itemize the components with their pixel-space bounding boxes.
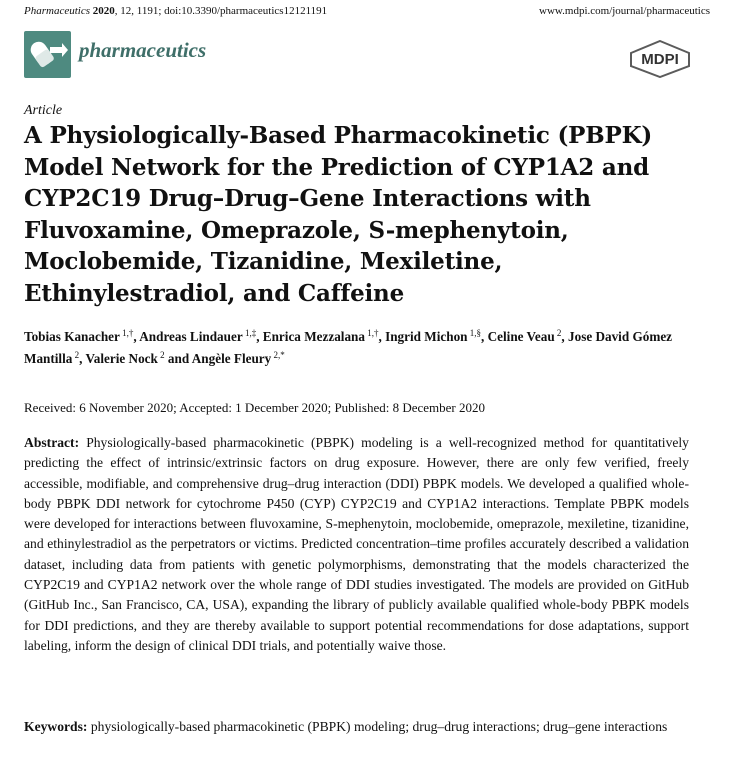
author-affiliation: 1,† [364,328,379,338]
mdpi-logo-icon[interactable] [629,40,691,78]
author-separator: , [256,329,263,344]
author-name[interactable]: Tobias Kanacher [24,329,120,344]
publication-dates: Received: 6 November 2020; Accepted: 1 December 2020; Published: 8 December 2020 [24,400,486,415]
author-affiliation: 2 [157,350,165,360]
abstract-text: Physiologically-based pharmacokinetic (PBPK) modeling is a well-recognized method for quantitatively predicting the effect of intrinsic/extrinsic factors on drug exposure. However, there are only few verified, freely accessible, modifiable, and comprehensive drug–drug interaction (DDI) PBPK models. We developed a qualified whole-body PBPK DDI network for cytochrome P450 (CYP) CYP2C19 and CYP1A2 interactions. Template PBPK models were developed for interactions between fluvoxamine, S-mephenytoin, moclobemide, omeprazole, mexiletine, tizanidine, and ethinylestradiol as the perpetrators or victims. Predicted concentration–time profiles accurately described a validation dataset, including data from patients with genetic polymorphisms, demonstrating that the models characterized the CYP2C19 and CYP1A2 network over the whole range of DDI studies investigated. The models are provided on GitHub (GitHub Inc., San Francisco, CA, USA), expanding the library of publicly available qualified whole-body PBPK models for DDI predictions, and they are thereby available to support potential recommendations for dose adaptations, support labeling, inform the design of clinical DDI trials, and potentially waive those. [24,435,689,653]
citation-line [24,5,327,17]
keywords-text: physiologically-based pharmacokinetic (PBPK) modeling; drug–drug interactions; drug–gene interactions [90,719,668,734]
author-affiliation: 2,* [271,350,285,360]
journal-title: pharmaceutics [79,38,207,62]
author-name[interactable]: Celine Veau [487,329,555,344]
running-header [24,5,710,21]
author-affiliation: 2 [72,350,80,360]
keywords-label: Keywords: [24,719,88,734]
author-affiliation: 2 [554,328,562,338]
author-list [24,326,714,370]
journal-year: 2020 [92,5,115,17]
mdpi-hexagon-icon [629,40,691,78]
author-name[interactable]: Jose David Gómez Mantilla [24,329,673,366]
author-separator: , [378,329,386,344]
author-affiliation: 1,§ [467,328,482,338]
paper-title: A Physiologically-Based Pharmacokinetic (PBPK) Model Network for the Prediction of CYP1A2 and CYP2C19 Drug–Drug–Gene Interactions with Fluvoxamine, Omeprazole, S-mephenytoin, Moclobemide, Tizanidine, Mexiletine, Ethinylestradiol, and Caffeine [24,122,653,307]
author-separator: , [133,329,140,344]
journal-name: Pharmaceutics [24,5,90,17]
author-affiliation: 1,‡ [242,328,257,338]
mdpi-logo-text: MDPI [641,51,679,68]
journal-logo-icon [24,31,71,78]
capsule-icon [24,31,71,78]
author-name[interactable]: Enrica Mezzalana [262,329,365,344]
author-separator: , [561,329,568,344]
citation-details: , 12, 1191; doi:10.3390/pharmaceutics12121191 [114,5,328,17]
author-name[interactable]: Valerie Nock [85,351,158,366]
journal-url[interactable]: www.mdpi.com/journal/pharmaceutics [539,5,710,17]
author-separator: , [79,351,86,366]
abstract-label: Abstract: [24,435,80,450]
author-name[interactable]: Angèle Fleury [191,351,272,366]
author-affiliation: 1,† [119,328,134,338]
abstract [24,433,689,656]
article-type: Article [24,103,63,118]
author-name[interactable]: Andreas Lindauer [139,329,243,344]
keywords [24,717,689,737]
author-separator: , [481,329,488,344]
author-name[interactable]: Ingrid Michon [385,329,468,344]
author-separator: and [164,351,192,366]
